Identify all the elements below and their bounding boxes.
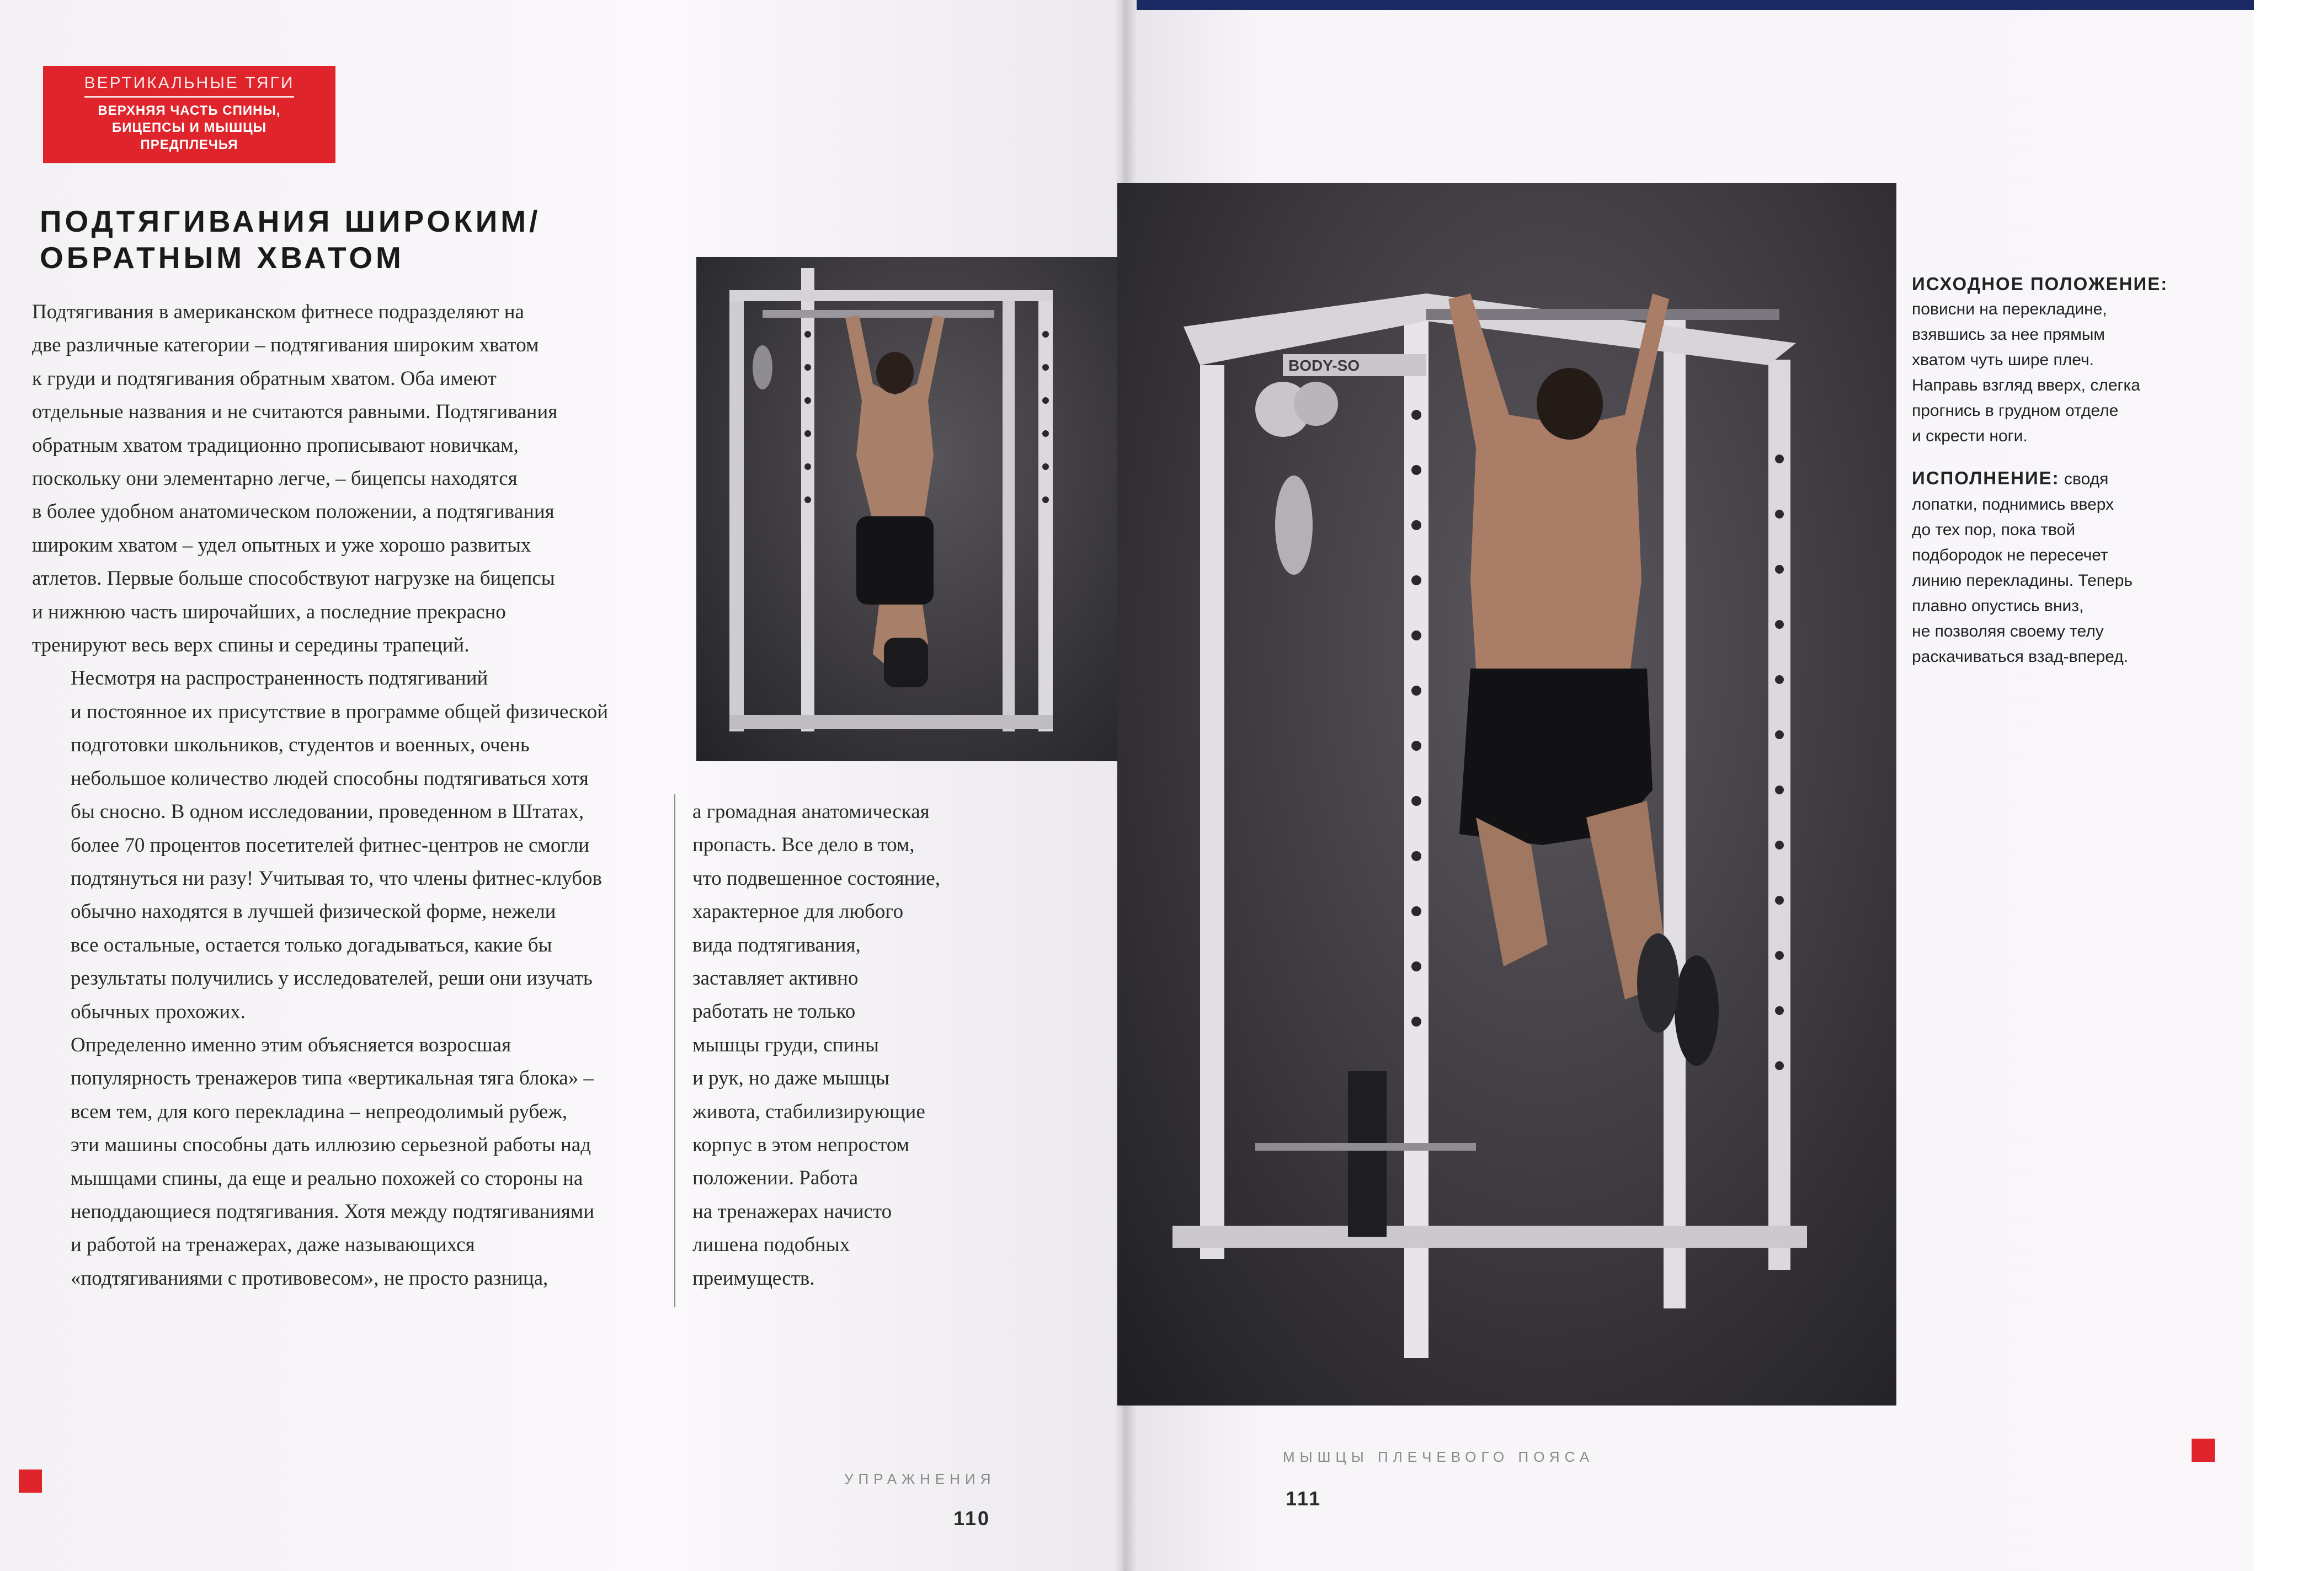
text-line: обычно находятся в лучшей физической форме, нежели bbox=[71, 900, 556, 923]
instruction-line: не позволяя своему телу bbox=[1912, 622, 2104, 640]
page-number-left: 110 bbox=[953, 1507, 991, 1530]
text-line: эти машины способны дать иллюзию серьезной работы над bbox=[71, 1134, 591, 1157]
text-line: в более удобном анатомическом положении, а подтягивания bbox=[32, 500, 555, 523]
text-line: вида подтягивания, bbox=[692, 933, 861, 957]
text-line: мышцы груди, спины bbox=[692, 1033, 879, 1056]
page-marker-right bbox=[2192, 1439, 2215, 1462]
running-header-right: МЫШЦЫ ПЛЕЧЕВОГО ПОЯСА bbox=[1283, 1449, 1595, 1465]
text-line: подготовки школьников, студентов и военных, очень bbox=[71, 734, 530, 757]
text-line: и нижнюю часть широчайших, а последние прекрасно bbox=[32, 600, 506, 623]
title-line: ПОДТЯГИВАНИЯ ШИРОКИМ/ bbox=[40, 204, 541, 238]
text-line: работать не только bbox=[692, 1000, 856, 1023]
text-line: и рук, но даже мышцы bbox=[692, 1067, 890, 1090]
body-column-2 bbox=[692, 795, 1001, 1295]
text-line: а громадная анатомическая bbox=[692, 800, 930, 823]
paragraph-2 bbox=[32, 662, 661, 1028]
text-line: бы сносно. В одном исследовании, проведенном в Штатах, bbox=[71, 800, 584, 824]
text-line: подтянуться ни разу! Учитывая то, что члены фитнес-клубов bbox=[71, 867, 602, 890]
paragraph-3 bbox=[32, 1029, 661, 1295]
text-line: мышцами спины, да еще и реально похожей со стороны на bbox=[71, 1167, 583, 1190]
text-line: и постоянное их присутствие в программе общей физической bbox=[71, 700, 609, 723]
instruction-line: и скрести ноги. bbox=[1912, 427, 2028, 445]
instruction-line: лопатки, поднимись вверх bbox=[1912, 495, 2114, 514]
text-line: всем тем, для кого перекладина – непреодолимый рубеж, bbox=[71, 1100, 568, 1123]
text-line: что подвешенное состояние, bbox=[692, 867, 940, 890]
text-line: на тренажерах начисто bbox=[692, 1200, 892, 1223]
page-number-right: 111 bbox=[1286, 1487, 1322, 1510]
power-rack-illustration-large bbox=[1117, 183, 1896, 1406]
category-tag bbox=[43, 66, 335, 163]
text-line: положении. Работа bbox=[692, 1167, 859, 1190]
text-line: отдельные названия и не считаются равными. Подтягивания bbox=[32, 400, 558, 424]
text-line: характерное для любого bbox=[692, 900, 904, 923]
text-line: преимуществ. bbox=[692, 1267, 815, 1290]
page-marker-left bbox=[19, 1470, 42, 1493]
exercise-photo-large bbox=[1117, 183, 1896, 1406]
instruction-line: до тех пор, пока твой bbox=[1912, 521, 2076, 539]
text-line: обратным хватом традиционно прописывают новичкам, bbox=[32, 434, 519, 457]
text-line: все остальные, остается только догадываться, какие бы bbox=[71, 933, 552, 957]
execution-block bbox=[1912, 466, 2210, 670]
text-line: пропасть. Все дело в том, bbox=[692, 833, 915, 857]
text-line: к груди и подтягивания обратным хватом. Оба имеют bbox=[32, 367, 497, 390]
start-position-heading: ИСХОДНОЕ ПОЛОЖЕНИЕ: bbox=[1912, 274, 2168, 294]
column-divider bbox=[674, 794, 675, 1307]
exercise-photo-small bbox=[696, 257, 1123, 761]
category-label: ВЕРТИКАЛЬНЫЕ ТЯГИ bbox=[84, 74, 295, 92]
text-line: Несмотря на распространенность подтягиваний bbox=[71, 667, 488, 690]
instruction-line: прогнись в грудном отделе bbox=[1912, 402, 2119, 420]
instruction-line: линию перекладины. Теперь bbox=[1912, 571, 2133, 590]
paragraph-1 bbox=[32, 296, 661, 662]
exercise-title bbox=[40, 203, 591, 276]
text-line: популярность тренажеров типа «вертикальная тяга блока» – bbox=[71, 1067, 594, 1090]
body-column-1 bbox=[32, 296, 661, 1295]
text-line: поскольку они элементарно легче, – бицепсы находятся bbox=[32, 467, 518, 490]
exercise-instructions bbox=[1912, 271, 2210, 686]
text-line: более 70 процентов посетителей фитнес-центров не смогли bbox=[71, 833, 589, 857]
category-divider bbox=[84, 96, 294, 98]
text-line: небольшое количество людей способны подтягиваться хотя bbox=[71, 767, 589, 790]
running-header-left: УПРАЖНЕНИЯ bbox=[844, 1471, 996, 1487]
execution-heading: ИСПОЛНЕНИЕ: bbox=[1912, 468, 2060, 488]
text-line: обычных прохожих. bbox=[71, 1000, 246, 1023]
instruction-line: раскачиваться взад-вперед. bbox=[1912, 648, 2129, 666]
text-line: и работой на тренажерах, даже называющихся bbox=[71, 1233, 475, 1257]
text-line: живота, стабилизирующие bbox=[692, 1100, 925, 1123]
page-edge bbox=[2254, 0, 2324, 1571]
rack-brand-label: BODY-SO bbox=[1288, 357, 1360, 374]
text-line: «подтягиваниями с противовесом», не просто разница, bbox=[71, 1267, 548, 1290]
cover-edge-strip bbox=[1137, 0, 2254, 10]
start-position-block bbox=[1912, 271, 2210, 449]
text-line: широким хватом – удел опытных и уже хорошо развитых bbox=[32, 533, 531, 557]
title-line: ОБРАТНЫМ ХВАТОМ bbox=[40, 241, 404, 275]
text-line: две различные категории – подтягивания широким хватом bbox=[32, 334, 539, 357]
instruction-line: повисни на перекладине, bbox=[1912, 300, 2107, 318]
text-line: неподдающиеся подтягивания. Хотя между подтягиваниями bbox=[71, 1200, 595, 1223]
muscle-line: ВЕРХНЯЯ ЧАСТЬ СПИНЫ, bbox=[98, 103, 281, 118]
text-line: лишена подобных bbox=[692, 1233, 850, 1257]
text-line: атлетов. Первые больше способствуют нагрузке на бицепсы bbox=[32, 567, 555, 590]
text-line: Подтягивания в американском фитнесе подразделяют на bbox=[32, 301, 524, 323]
muscle-line: БИЦЕПСЫ И МЫШЦЫ bbox=[111, 120, 267, 135]
instruction-line: хватом чуть шире плеч. bbox=[1912, 351, 2094, 369]
target-muscles bbox=[43, 102, 335, 153]
text-line: корпус в этом непростом bbox=[692, 1134, 910, 1157]
instruction-line: взявшись за нее прямым bbox=[1912, 325, 2106, 344]
power-rack-illustration-small bbox=[696, 257, 1123, 761]
instruction-line: Направь взгляд вверх, слегка bbox=[1912, 376, 2140, 394]
text-line: Определенно именно этим объясняется возросшая bbox=[71, 1033, 511, 1056]
text-line: результаты получились у исследователей, реши они изучать bbox=[71, 967, 593, 990]
text-line: тренируют весь верх спины и середины трапеций. bbox=[32, 634, 470, 657]
instruction-line: плавно опустись вниз, bbox=[1912, 597, 2084, 615]
text-line: заставляет активно bbox=[692, 967, 859, 990]
instruction-line: подбородок не пересечет bbox=[1912, 546, 2108, 564]
execution-first-words: сводя bbox=[2059, 470, 2109, 488]
muscle-line: ПРЕДПЛЕЧЬЯ bbox=[140, 137, 238, 152]
